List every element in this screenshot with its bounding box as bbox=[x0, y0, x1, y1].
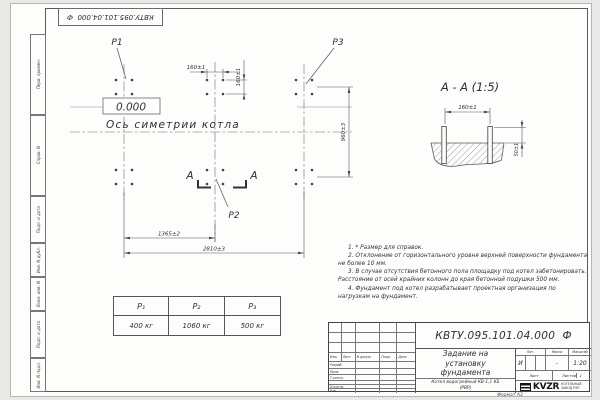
load-table bbox=[113, 296, 281, 336]
load-value-p1: 400 кг bbox=[114, 316, 169, 335]
strip-inv-podl: Инв. N подл. bbox=[30, 358, 46, 392]
load-value-p3: 500 кг bbox=[240, 321, 265, 330]
lit-value: И bbox=[516, 356, 526, 370]
section-letter-right: А bbox=[250, 170, 258, 182]
title-block-signature-grid bbox=[329, 323, 416, 393]
strip-sprav-n: Справ. N bbox=[30, 115, 46, 196]
arrow bbox=[124, 237, 130, 240]
dim-label-960: 960±3 bbox=[341, 122, 347, 142]
kvzr-logo-subtext: КОТЕЛЬНЫЙ ЗАВОД РЭП bbox=[561, 381, 582, 390]
arrow bbox=[124, 252, 130, 255]
product-name-cell: Котел водогрейный КВ-1,1 КБ (РВР) bbox=[416, 379, 516, 393]
row-utv: Утв. bbox=[329, 389, 415, 393]
note-item: 2. Отклонение от горизонтального уровня верхней поверхности фундамента не более 10 мм. bbox=[338, 253, 588, 268]
dim-label-1365: 1365±2 bbox=[157, 231, 181, 238]
note-item: 3. В случае отсутствия бетонного пола площадку под котел забетонировать. Расстояние от осей крайних колонн до края бетонной подушки 500 мм. bbox=[338, 269, 587, 284]
dim-label-50: 50±1 bbox=[514, 142, 520, 157]
mass-header: Масса bbox=[546, 349, 569, 355]
kvzr-logo-text: KVZR bbox=[532, 381, 560, 392]
load-value-p2: 1060 кг bbox=[169, 316, 224, 335]
arrow bbox=[209, 237, 215, 240]
dim-label-section-160: 160±1 bbox=[458, 105, 477, 111]
format-label: Формат А3 bbox=[497, 392, 523, 398]
note-item: 4. Фундамент под котел разрабатывает проектная организация по нагрузкам на фундамент. bbox=[338, 285, 556, 300]
p2-label: Р2 bbox=[228, 211, 240, 221]
centerlines bbox=[70, 62, 352, 242]
columns-header-row: Изм. Лист N докум. Подп. Дата bbox=[329, 353, 415, 362]
section-letter-left: А bbox=[186, 170, 194, 182]
arrow bbox=[521, 122, 524, 128]
strip-podp-data-2: Подп. и дата bbox=[30, 311, 46, 358]
sheets-count: Листов 1 bbox=[561, 373, 583, 378]
arrow bbox=[298, 252, 304, 255]
strip-inv-dubl: Инв. N дубл. bbox=[30, 243, 46, 277]
scale-value: 1:20 bbox=[573, 359, 587, 367]
note-item: 1. * Размер для справок. bbox=[348, 245, 424, 251]
load-header-p1: Р₁ bbox=[114, 297, 169, 316]
arrow bbox=[201, 71, 207, 74]
scale-header: Масштаб bbox=[572, 350, 588, 354]
arrow bbox=[348, 87, 351, 93]
row-tkontr: Т.контр. bbox=[329, 375, 415, 381]
dim-label-160v: 160±1 bbox=[236, 67, 242, 87]
mass-value: - bbox=[546, 356, 569, 370]
section-view-title: А - А (1:5) bbox=[440, 80, 500, 94]
axis-of-symmetry-label: Ось симетрии котла bbox=[106, 119, 240, 131]
kvzr-logo-icon bbox=[520, 383, 531, 391]
p1-label: Р1 bbox=[111, 38, 123, 48]
doc-number-rotated: КВТУ.095.101.04.000 Ф bbox=[67, 13, 154, 21]
anchor-bolt-right bbox=[488, 127, 493, 164]
arrow bbox=[243, 75, 246, 81]
strip-vzam-inv: Взам. инв. N bbox=[30, 277, 46, 311]
row-nkontr: Н.контр. bbox=[329, 385, 415, 389]
row-razrab: Разраб. bbox=[329, 362, 415, 369]
load-header-p2: Р₂ bbox=[169, 297, 224, 316]
arrow bbox=[348, 171, 351, 177]
load-header-p3: Р₃ bbox=[225, 297, 280, 316]
strip-podp-data-1: Подп. и дата bbox=[30, 196, 46, 243]
row-prov: Пров. bbox=[329, 369, 415, 375]
arrow bbox=[223, 71, 229, 74]
manufacturer-logo bbox=[516, 381, 591, 392]
arrow bbox=[445, 111, 451, 114]
notes-block bbox=[338, 244, 588, 301]
drawing-title-cell: Задание на установку фундамента bbox=[416, 349, 516, 379]
elevation-label: 0.000 bbox=[115, 101, 147, 114]
arrow bbox=[243, 94, 246, 100]
lit-header: Лит. bbox=[516, 349, 546, 355]
dim-width-mid bbox=[124, 192, 215, 258]
sheet-label: Лист bbox=[516, 371, 553, 380]
arrow bbox=[521, 143, 524, 149]
arrow bbox=[484, 111, 490, 114]
dim-label-2810: 2810±3 bbox=[202, 246, 226, 253]
doc-number-cell: КВТУ.095.101.04.000 Ф bbox=[416, 323, 591, 349]
dim-label-160h: 160±1 bbox=[186, 65, 206, 71]
p3-label: Р3 bbox=[332, 38, 344, 48]
strip-perv-primen: Перв. примен. bbox=[30, 34, 46, 115]
title-block bbox=[328, 322, 590, 392]
anchor-bolt-left bbox=[442, 127, 447, 164]
title-block-right bbox=[516, 349, 591, 393]
